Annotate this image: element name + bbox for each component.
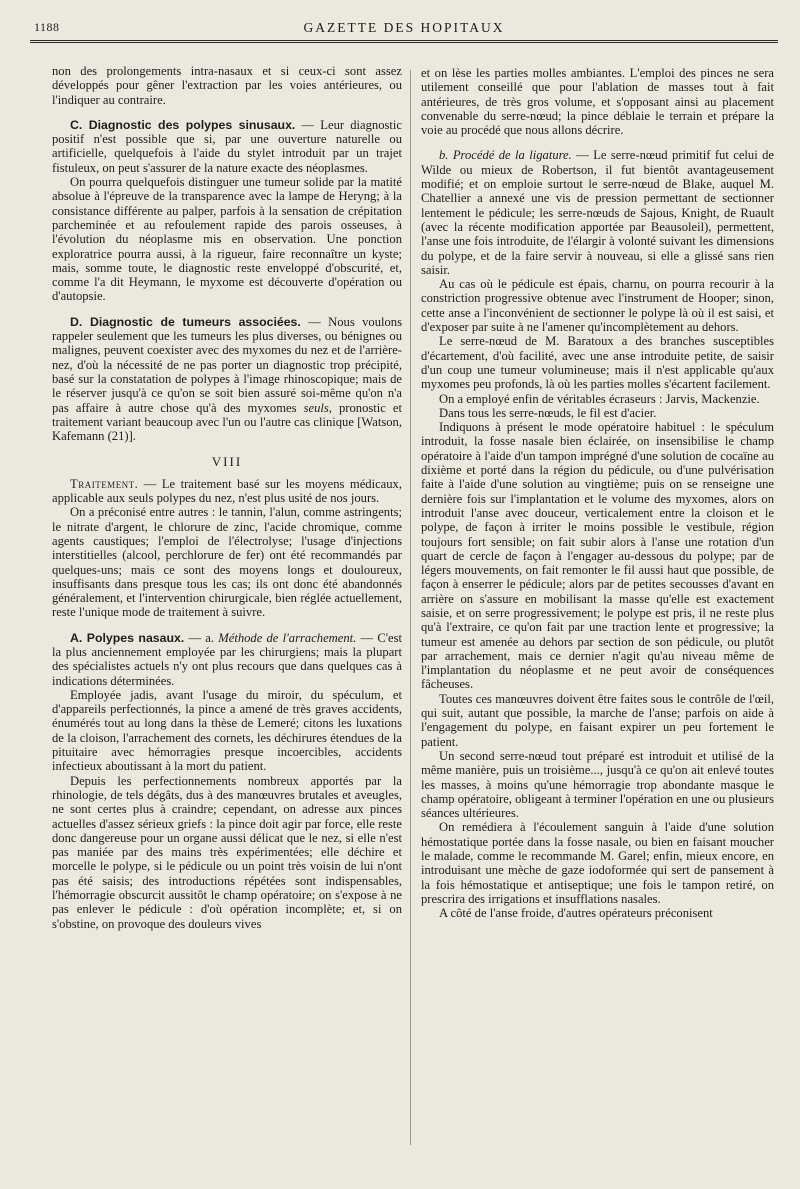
page-header [30,18,778,43]
section-traitement [52,477,402,506]
paragraph: Un second serre-nœud tout préparé est introduit et utilisé de la même manière, puis un troisième..., jusqu'à ce qu'on ait enlevé toutes les masses, à moins qu'une hémorragie trop abondante masque le champ opératoire, obligeant à terminer l'opération en une ou plusieurs séances ultérieures. [421,748,774,821]
page-number: 1188 [34,20,60,34]
paragraph: non des prolongements intra-nasaux et si ceux-ci sont assez développés pour gêner l'extraction par les voies antérieures, ou l'indiquer au contraire. [52,64,402,107]
paragraph: On a employé enfin de véritables écraseurs : Jarvis, Mackenzie. [439,391,760,406]
method-title: b. Procédé de la ligature. [439,148,572,163]
paragraph: Au cas où le pédicule est épais, charnu, on pourra recourir à la constriction progressive obtenue avec l'instrument de Hooper; sinon, cette anse a l'inconvénient de sectionner le polype là où il est saisi, et d'exposer par suite à ne l'amener qu'incomplètement au dehors. [421,277,774,335]
paragraph: Employée jadis, avant l'usage du miroir, du spéculum, et d'appareils perfectionnés, la pince a amené de très graves accidents, énumérés tout au long dans la thèse de Lemeré; citons les luxations de la cloison, l'arrachement des cornets, les déchirures étendues de la pituitaire avec hémorragies presque incoercibles, accidents infectieux aboutissant à la mort du patient. [52,687,402,774]
paragraph: Le serre-nœud de M. Baratoux a des branches susceptibles d'écartement, d'où facilité, avec une anse introduite petite, de saisir d'un coup une tumeur volumineuse; mais il n'est applicable qu'aux myxomes peu profonds, là où les parties molles s'écartent facilement. [421,334,774,392]
paragraph-text: — Nous voulons rappeler seulement que les tumeurs les plus diverses, ou bénignes ou malignes, peuvent coexister avec des myxomes du nez et de l'arrière-nez, d'où la nécessité de ne pas porter un diagnostic trop précipité, basé sur la constatation de polypes à l'image rhinoscopique; mais de le réserver jusqu'à ce qu'on se soit bien assuré soi-même qu'on n'a pas affaire à autre chose qu'à des myxomes [52,314,402,415]
section-heading: C. Diagnostic des polypes sinusaux. [70,117,296,132]
paragraph-text: — Le traitement basé sur les moyens médicaux, applicable aux seuls polypes du nez, n'est plus usité de nos jours. [52,476,402,506]
section-heading: D. Diagnostic de tumeurs associées. [70,314,301,329]
paragraph: On remédiera à l'écoulement sanguin à l'aide d'une solution hémostatique portée dans la fosse nasale, ou bien en faisant moucher le malade, comme le recommande M. Garel; enfin, mieux encore, en introduisant une mèche de gaze iodoformée qui sert de pansement à la fois hémostatique et antiseptique; une fois le tampon retiré, on prescrira des irrigations et insufflations nasales. [421,820,774,906]
paragraph: et on lèse les parties molles ambiantes. L'emploi des pinces ne sera utilement conseillé que pour l'ablation de masses tout à fait antérieures, de très gros volume, et s'opposant ainsi au placement convenable du serre-nœud; la pince déblaie le terrain et prépare la voie au procédé que nous allons décrire. [421,66,774,138]
section-label: Traitement. [70,476,139,491]
paragraph: Depuis les perfectionnements nombreux apportés par la rhinologie, de tels dégâts, dus à des manœuvres brutales et aveugles, ne sont certes plus à craindre; cependant, on adresse aux pinces actuelles d'assez sérieux griefs : la pince doit agir par force, elle reste donc dangereuse pour un organe aussi délicat que le nez, si elle n'est pas maniée par des mains très expérimentées; elle déchire et morcelle le polype, si le pédicule ou un point très voisin de lui n'ont pas été saisis; des introductions répétées sont indispensables, l'hémorragie obscurcit aussitôt le champ opératoire; on s'expose à ne pas enlever le pédicule : d'où opération incomplète; et, si on s'obstine, on provoque des douleurs vives [52,773,402,931]
section-d [52,315,402,444]
paragraph: On pourra quelquefois distinguer une tumeur solide par la matité absolue à l'épreuve de la transparence avec la lampe de Heryng; à la consistance différente au palper, parfois à la sensation de crépitation parcheminée et au refoulement rapide des parois osseuses, à l'évolution du néoplasme mis en observation. Une ponction exploratrice pourra aussi, à la rigueur, faire reconnaître un kyste; mais, somme toute, le diagnostic reste enveloppé d'obscurité, et, comme l'a dit Heymann, le myxome est découverte d'opération ou d'autopsie. [52,175,402,304]
paragraph-text: — C'est la plus anciennement employée par les chirurgiens; mais la plupart des spécialistes actuels n'y ont plus recours que dans quelques cas à indications déterminées. [52,630,402,688]
emphasis-text: seuls [303,400,329,415]
paragraph: A côté de l'anse froide, d'autres opérateurs préconisent [439,906,713,921]
paragraph-text: — Leur diagnostic positif n'est possible que si, par une ouverture naturelle ou artificielle, quelquefois à l'aide du stylet introduit par un trajet fistuleux, on peut s'assurer de la nature exacte des néoplasmes. [52,117,402,175]
section-heading: A. Polypes nasaux. [70,630,185,645]
section-c [52,118,402,175]
paragraph-text: — a. [184,630,219,645]
paragraph: On a préconisé entre autres : le tannin, l'alun, comme astringents; le nitrate d'argent, le chlorure de zinc, l'acide chromique, comme agents caustiques; l'emploi de l'électrolyse; l'usage d'injections interstitielles (alcool, perchlorure de fer) ont été recommandés par quelques-uns; mais ce sont des moyens longs et douloureux, insuffisants dans presque tous les cas; ils ont donc été abandonnés généralement, et l'intervention chirurgicale, bien réglée actuellement, reste l'unique mode de traitement à suivre. [52,505,402,620]
paragraph: Dans tous les serre-nœuds, le fil est d'acier. [439,405,657,420]
section-a [52,631,402,688]
left-column [52,64,402,1168]
paragraph-text: , pronostic et traitement variant beaucoup avec l'un ou l'autre cas clinique [Watson, Kafemann (21)]. [52,400,402,444]
column-divider [410,70,411,1145]
paragraph-text: — Le serre-nœud primitif fut celui de Wilde ou mieux de Robertson, il fut bientôt avantageusement modifié; et on emploie surtout le serre-nœud de Blake, auquel M. Chatellier a annexé une vis de pression permettant de sectionner lentement le pédicule; les serre-nœuds de Sajous, Knight, de Ruault (avec la récente modification apportée par Beausoleil), permettent, l'anse une fois introduite, de l'élargir à volonté suivant les dimensions du polype, et de la faire servir à nouveau, si elle a glissé sans rien saisir. [421,148,774,277]
journal-title: GAZETTE DES HOPITAUX [303,20,505,35]
paragraph: Toutes ces manœuvres doivent être faites sous le contrôle de l'œil, qui suit, autant que possible, la marche de l'anse; parfois on aide à l'engagement du polype, en faisant expirer un peu fortement le patient. [421,691,774,749]
paragraph: Indiquons à présent le mode opératoire habituel : le spéculum introduit, la fosse nasale bien éclairée, on insensibilise le champ opératoire à l'aide d'un tampon imprégné d'une solution de cocaïne au dixième et porté dans la région du pédicule, ou d'une pulvérisation faite à l'aide d'une solution au vingtième; puis on se renseigne une dernière fois sur l'implantation et le volume des myxomes, alors on introduit l'anse avec douceur, verticalement entre la cloison et le polype, de façon à irriter le moins possible le vestibule, région toujours fort sensible; on fait subir alors à l'anse une rotation d'un quart de cercle de façon à l'engager au-dessous du polype; par de légers mouvements, on fait remonter le fil aussi haut que possible, de façon à enserrer le pédicule; alors par de petites secousses d'avant en arrière on s'assure en mobilisant la masse qu'elle est exactement saisie, et on serre progressivement; le polype est pris, il ne reste plus qu'à l'extraire, ce qu'on fait par une traction lente et progressive; la tumeur est amenée au dehors par section de son pédicule, ou plutôt par arrachement, mais ce dernier n'agit qu'au niveau même de l'implantation du néoplasme et ne peut avoir de conséquences fâcheuses. [421,420,774,692]
right-column [421,66,774,1170]
chapter-number: VIII [211,454,243,470]
method-title: Méthode de l'arrachement. [218,630,357,645]
section-b [421,148,774,277]
